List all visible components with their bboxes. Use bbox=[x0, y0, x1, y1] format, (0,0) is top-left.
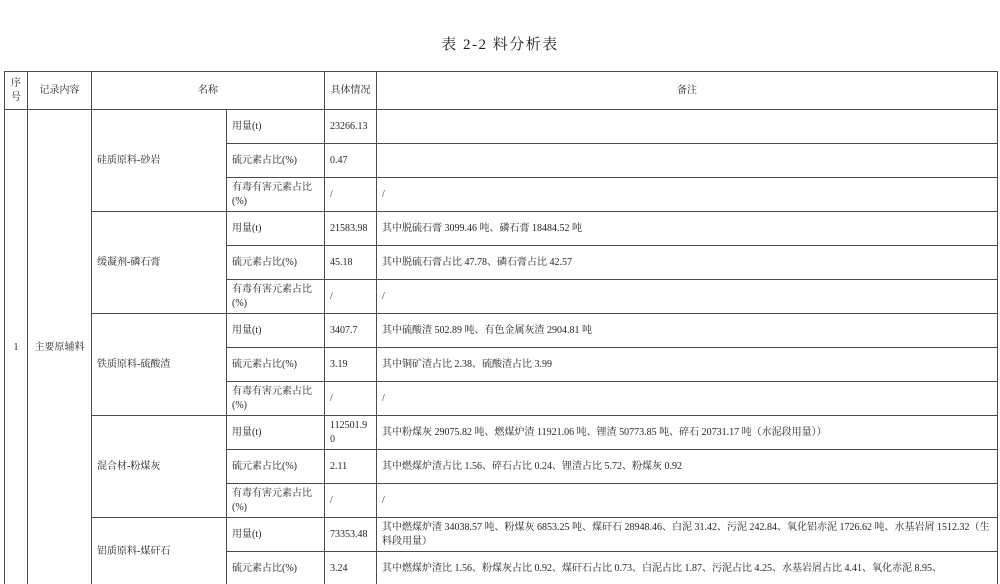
item-label-cell: 有毒有害元素占比(%) bbox=[227, 382, 325, 416]
table-header-row bbox=[5, 72, 998, 110]
seq-cell: 1 bbox=[5, 110, 28, 584]
value-cell: 3.24 bbox=[325, 552, 377, 584]
value-cell: / bbox=[325, 280, 377, 314]
remark-cell: / bbox=[377, 280, 998, 314]
remark-cell: / bbox=[377, 484, 998, 518]
header-record-content: 记录内容 bbox=[28, 72, 92, 110]
item-label-cell: 硫元素占比(%) bbox=[227, 348, 325, 382]
remark-cell: 其中燃煤炉渣占比 1.56、碎石占比 0.24、锂渣占比 5.72、粉煤灰 0.92 bbox=[377, 450, 998, 484]
remark-cell: 其中硫酸渣 502.89 吨、有色金属灰渣 2904.81 吨 bbox=[377, 314, 998, 348]
remark-cell: 其中燃煤炉渣比 1.56、粉煤灰占比 0.92、煤矸石占比 0.73、白泥占比 1.87、污泥占比 4.25、水基岩屑占比 4.41、氧化赤泥 8.95、 bbox=[377, 552, 998, 584]
remark-cell: 其中铜矿渣占比 2.38、硫酸渣占比 3.99 bbox=[377, 348, 998, 382]
table-body bbox=[5, 110, 998, 584]
table-row bbox=[5, 110, 998, 144]
item-label-cell: 有毒有害元素占比(%) bbox=[227, 178, 325, 212]
value-cell: 0.47 bbox=[325, 144, 377, 178]
value-cell: 45.18 bbox=[325, 246, 377, 280]
item-label-cell: 有毒有害元素占比(%) bbox=[227, 280, 325, 314]
item-label-cell: 用量(t) bbox=[227, 518, 325, 552]
table-row bbox=[5, 518, 998, 552]
value-cell: 112501.90 bbox=[325, 416, 377, 450]
remark-cell: 其中脱硫石膏占比 47.78、磷石膏占比 42.57 bbox=[377, 246, 998, 280]
item-label-cell: 硫元素占比(%) bbox=[227, 144, 325, 178]
material-name-cell: 硅质原料-砂岩 bbox=[92, 110, 227, 212]
table-row bbox=[5, 212, 998, 246]
remark-cell: 其中粉煤灰 29075.82 吨、燃煤炉渣 11921.06 吨、锂渣 50773.85 吨、碎石 20731.17 吨（水泥段用量）） bbox=[377, 416, 998, 450]
item-label-cell: 硫元素占比(%) bbox=[227, 552, 325, 584]
value-cell: / bbox=[325, 178, 377, 212]
remark-cell: / bbox=[377, 382, 998, 416]
item-label-cell: 硫元素占比(%) bbox=[227, 450, 325, 484]
remark-cell: / bbox=[377, 178, 998, 212]
item-label-cell: 用量(t) bbox=[227, 110, 325, 144]
value-cell: 23266.13 bbox=[325, 110, 377, 144]
header-detail: 具体情况 bbox=[325, 72, 377, 110]
item-label-cell: 用量(t) bbox=[227, 212, 325, 246]
material-name-cell: 缓凝剂-磷石膏 bbox=[92, 212, 227, 314]
material-name-cell: 铁质原料-硫酸渣 bbox=[92, 314, 227, 416]
header-seq: 序号 bbox=[5, 72, 28, 110]
item-label-cell: 有毒有害元素占比(%) bbox=[227, 484, 325, 518]
material-name-cell: 铝质原料-煤矸石 bbox=[92, 518, 227, 584]
value-cell: 3.19 bbox=[325, 348, 377, 382]
header-remark: 备注 bbox=[377, 72, 998, 110]
remark-cell bbox=[377, 144, 998, 178]
table-title: 表 2-2 料分析表 bbox=[441, 37, 559, 53]
value-cell: 2.11 bbox=[325, 450, 377, 484]
material-analysis-table bbox=[4, 71, 998, 584]
table-row bbox=[5, 314, 998, 348]
value-cell: 73353.48 bbox=[325, 518, 377, 552]
item-label-cell: 用量(t) bbox=[227, 314, 325, 348]
table-row bbox=[5, 416, 998, 450]
header-name: 名称 bbox=[92, 72, 325, 110]
remark-cell bbox=[377, 110, 998, 144]
value-cell: 21583.98 bbox=[325, 212, 377, 246]
value-cell: 3407.7 bbox=[325, 314, 377, 348]
value-cell: / bbox=[325, 382, 377, 416]
material-name-cell: 混合材-粉煤灰 bbox=[92, 416, 227, 518]
item-label-cell: 用量(t) bbox=[227, 416, 325, 450]
record-content-cell: 主要原辅料 bbox=[28, 110, 92, 584]
item-label-cell: 硫元素占比(%) bbox=[227, 246, 325, 280]
remark-cell: 其中燃煤炉渣 34038.57 吨、粉煤灰 6853.25 吨、煤矸石 28948.46、白泥 31.42、污泥 242.84、氧化铝赤泥 1726.62 吨、水基岩屑 1512.32（生料段用量） bbox=[377, 518, 998, 552]
value-cell: / bbox=[325, 484, 377, 518]
remark-cell: 其中脱硫石膏 3099.46 吨、磷石膏 18484.52 吨 bbox=[377, 212, 998, 246]
